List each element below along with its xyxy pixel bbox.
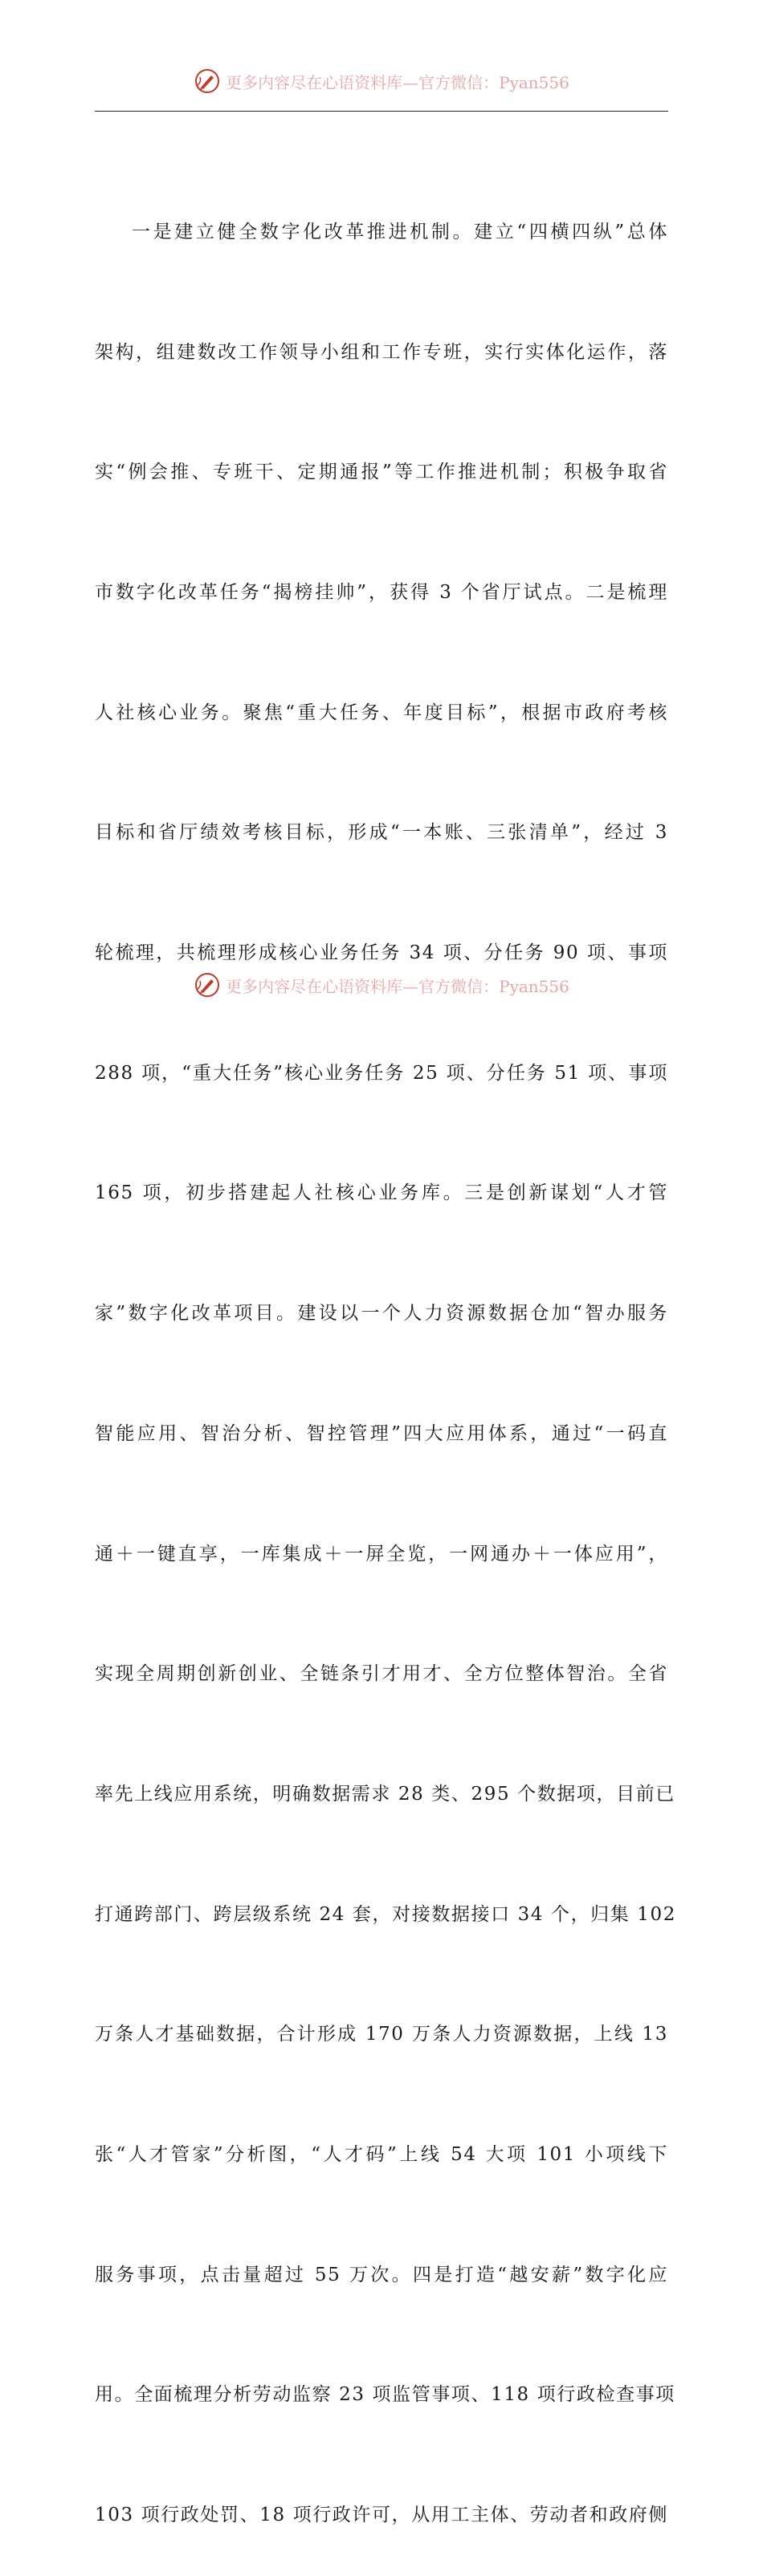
header-divider xyxy=(95,111,668,112)
paragraph-line: 轮梳理，共梳理形成核心业务任务 34 项、分任务 90 项、事项 xyxy=(95,942,668,964)
paragraph-line: 用。全面梳理分析劳动监察 23 项监管事项、118 项行政检查事项 xyxy=(95,2384,675,2406)
paragraph-line: 通＋一键直享，一库集成＋一屏全览，一网通办＋一体应用”， xyxy=(95,1543,668,1565)
paragraph-line: 市数字化改革任务“揭榜挂帅”，获得 3 个省厅试点。二是梳理 xyxy=(95,581,668,603)
watermark-text: 更多内容尽在心语资料库—官方微信：Pyan556 xyxy=(226,976,569,996)
pen-logo-icon xyxy=(194,971,221,999)
paragraph-line: 智能应用、智治分析、智控管理”四大应用体系，通过“一码直 xyxy=(95,1422,668,1444)
paragraph-line: 实现全周期创新创业、全链条引才用才、全方位整体智治。全省 xyxy=(95,1663,668,1685)
header-watermark xyxy=(0,67,763,95)
watermark-text: 更多内容尽在心语资料库—官方微信：Pyan556 xyxy=(226,72,569,92)
document-body xyxy=(95,132,676,2576)
pen-logo-icon xyxy=(194,67,221,95)
paragraph-line: 架构，组建数改工作领导小组和工作专班，实行实体化运作，落 xyxy=(95,341,668,363)
paragraph-line: 打通跨部门、跨层级系统 24 套，对接数据接口 34 个，归集 102 xyxy=(95,1903,676,1925)
paragraph-line: 288 项，“重大任务”核心业务任务 25 项、分任务 51 项、事项 xyxy=(95,1062,668,1084)
paragraph-line: 人社核心业务。聚焦“重大任务、年度目标”，根据市政府考核 xyxy=(95,702,668,723)
paragraph-line: 家”数字化改革项目。建设以一个人力资源数据仓加“智办服务 xyxy=(95,1303,668,1325)
paragraph-line: 103 项行政处罚、18 项行政许可，从用工主体、劳动者和政府侧 xyxy=(95,2505,668,2526)
paragraph-line: 实“例会推、专班干、定期通报”等工作推进机制；积极争取省 xyxy=(95,462,668,483)
paragraph-line: 一是建立健全数字化改革推进机制。建立“四横四纵”总体 xyxy=(132,221,668,242)
paragraph-line: 165 项，初步搭建起人社核心业务库。三是创新谋划“人才管 xyxy=(95,1182,668,1204)
footer-watermark xyxy=(0,971,763,999)
paragraph-line: 服务事项，点击量超过 55 万次。四是打造“越安薪”数字化应 xyxy=(95,2264,668,2285)
paragraph-line: 目标和省厅绩效考核目标，形成“一本账、三张清单”，经过 3 xyxy=(95,822,668,844)
paragraph-line: 万条人才基础数据，合计形成 170 万条人力资源数据，上线 13 xyxy=(95,2024,668,2045)
paragraph-line: 张“人才管家”分析图，“人才码”上线 54 大项 101 小项线下 xyxy=(95,2144,668,2166)
paragraph-line: 率先上线应用系统，明确数据需求 28 类、295 个数据项，目前已 xyxy=(95,1783,675,1805)
